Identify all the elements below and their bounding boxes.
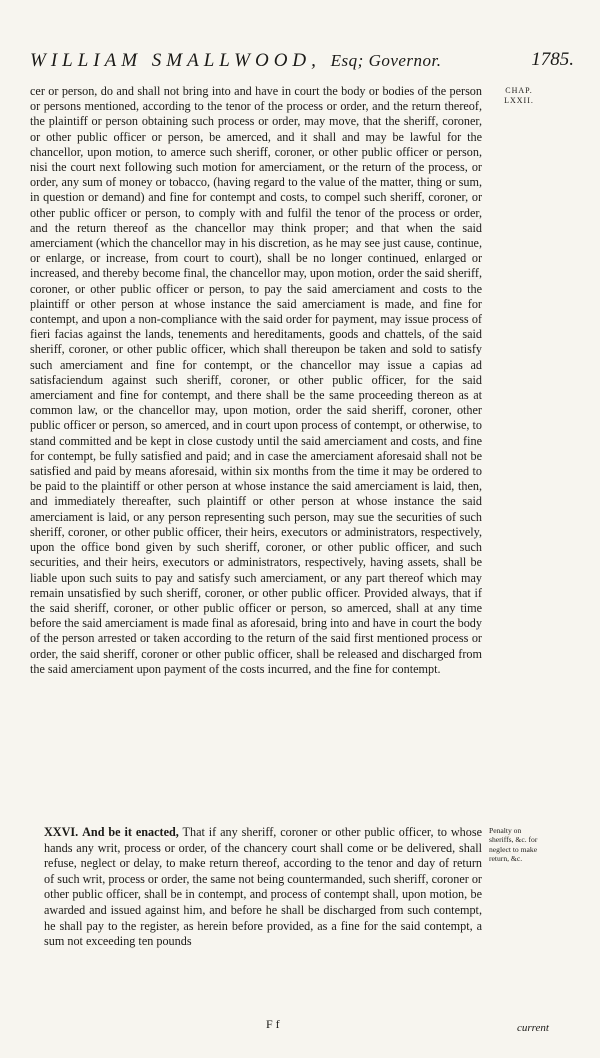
body-paragraph: cer or person, do and shall not bring into and have in court the body or bodies of the person or persons mentioned, according to the tenor of the process or order, and the return thereof, the plaintiff or person obtaining such process or order, may move, that the sheriff, coroner, or other public officer or person, be amerced, and it shall and may be lawful for the chancellor, upon motion, to amerce such sheriff, coroner, or other public officer or person, nisi the court next following such motion for amerciament, or the return of the process, or order, any sum of money or tobacco, (having regard to the value of the matter, thing or sum, in question or demand) and fine for contempt and costs, to compel such sheriff, coroner, or other public officer or person, to comply with and fulfil the tenor of the process or order, and the return thereof as the chancellor may think proper; and that when the said amerciament (which the chancellor may in his discretion, as he may see just cause, continue, or enlarge, or increase, from court to court), shall be no longer continued, enlarged or increased, and thereby become final, the chancellor may, upon motion, order the said sheriff, coroner, or other public officer or person, to pay the said amerciament and costs to the plaintiff or other person at whose instance the said amerciament is made, and fine for contempt, and upon a non-compliance with the said order for payment, may issue process of fieri facias against the lands, tenements and hereditaments, goods and chattels, of the said sheriff, coroner, or other public officer, which shall thereupon be taken and sold to satisfy such amerciament and fine for contempt, or the chancellor may issue a capias ad satisfaciendum against such sheriff, coroner, or other public officer, for the said amerciament and fine for contempt, and there shall be the same proceeding thereon as at common law, or the chancellor may, upon motion, order the said sheriff, coroner, other public officer or person, so amerced, and in court upon process of contempt, or otherwise, to stand committed and be kept in close custody until the said amerciament and costs, and fine for contempt, be fully satisfied and paid; and in case the amerciament aforesaid shall not be satisfied and paid by means aforesaid, within six months from the time it may be ordered to be paid to the plaintiff or other person at whose instance the said amerciament is laid, then, and immediately thereafter, such plaintiff or other person at whose instance the said amerciament is laid, or any person representing such person, may sue the securities of such sheriff, coroner, or other public officer, their heirs, executors or administrators, respectively, upon the office bond given by such sheriff, coroner, or other public officer, and such securities, and their heirs, executors or administrators, respectively, having assets, shall be liable upon such suits to pay and satisfy such amerciament, or any part thereof which may remain unsatisfied by such sheriff, coroner, or other public officer. Provided always, that if the said sheriff, coroner, or other public officer or person, so amerced, shall at any time before the said amerciament is made final as aforesaid, bring into and have in court the body of the person arrested or taken according to the return of the said first mentioned process or order, the said sheriff, coroner or other public officer, shall be released and discharged from the said amerciament upon payment of the costs incurred, and the fine for contempt. [30,84,482,676]
running-header [30,49,574,78]
header-title [30,50,442,72]
chapter-marginal [494,86,544,106]
chap-number: LXXII. [504,96,534,105]
section-number: XXVI. [44,825,79,839]
section-text: That if any sheriff, coroner or other public officer, to whose hands any writ, process or order, of the chancery court shall come or be delivered, shall refuse, neglect or delay, to make return thereof, according to the tenor and day of return of such writ, process or order, the same not being countermanded, such sheriff, coroner or other public officer, shall be in contempt, and process of contempt shall, upon motion, be awarded and issued against him, and before he shall be discharged from such contempt, he shall pay to the register, as herein before provided, as a fine for the said contempt, a sum not exceeding ten pounds [44,825,482,949]
catchword: current [517,1022,549,1034]
signature-mark: F f [266,1017,280,1031]
governor-name: WILLIAM SMALLWOOD, [30,50,321,71]
governor-title: Esq; Governor. [330,51,442,70]
chap-label: CHAP. [505,86,533,95]
main-text [30,84,482,677]
header-year: 1785. [531,49,574,70]
marginal-note: Penalty on sheriffs, &c. for neglect to make return, &c. [489,826,538,864]
section-xxvi [44,825,482,950]
enacting-clause: And be it enacted, [82,825,179,839]
section-paragraph [44,825,482,950]
